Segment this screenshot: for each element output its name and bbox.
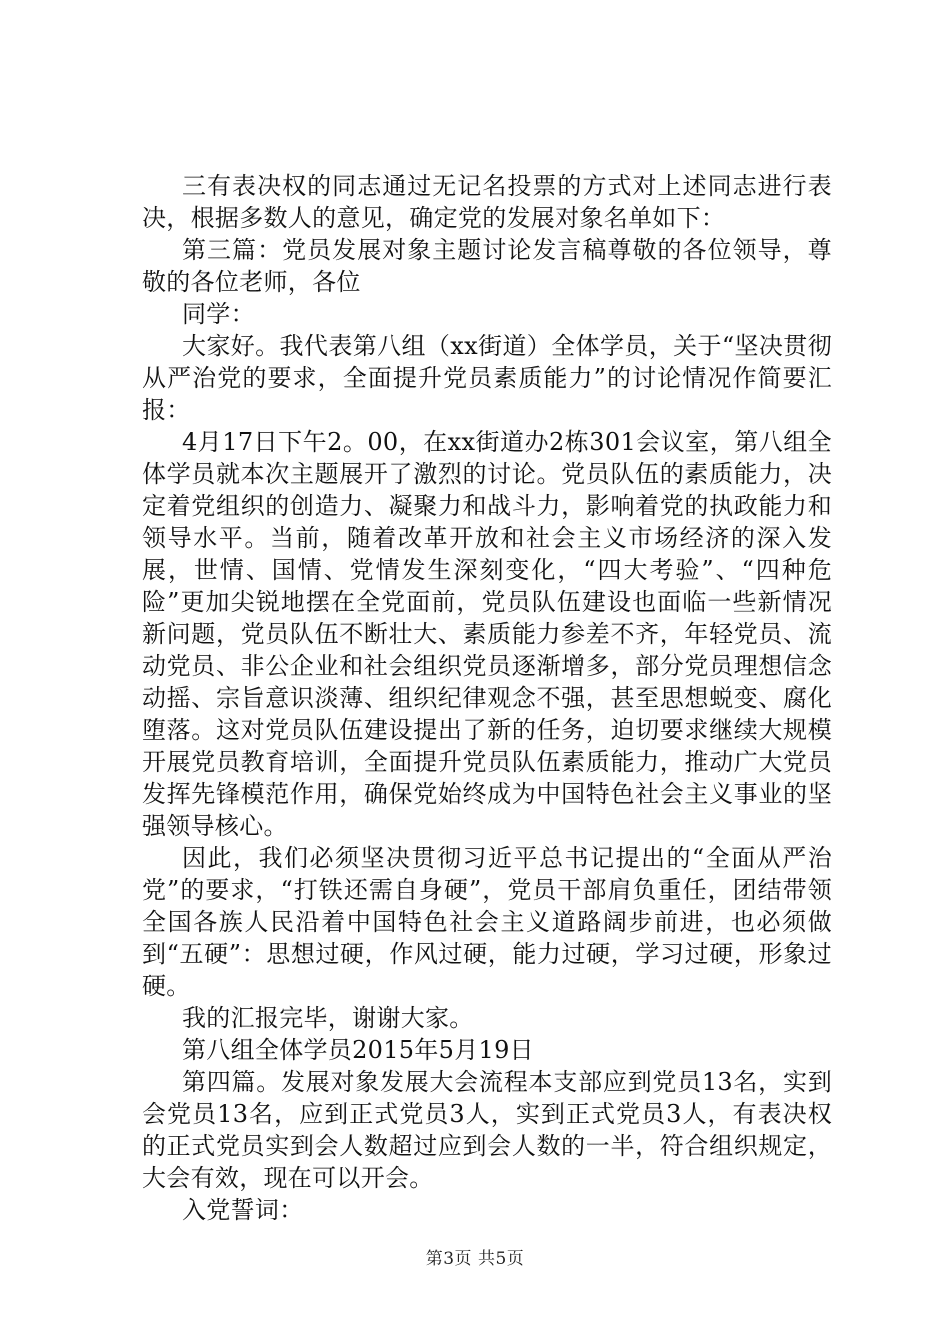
paragraph-voting: 三有表决权的同志通过无记名投票的方式对上述同志进行表决，根据多数人的意见，确定党的发展对象名单如下： [142, 172, 832, 232]
document-body [142, 170, 832, 1226]
paragraph-oath-heading: 入党誓词： [182, 1196, 304, 1224]
paragraph-signature: 第八组全体学员2015年5月19日 [182, 1036, 534, 1064]
paragraph-part-four: 第四篇。发展对象发展大会流程本支部应到党员13名，实到会党员13名，应到正式党员3人，实到正式党员3人，有表决权的正式党员实到会人数超过应到会人数的一半，符合组织规定，大会有效，现在可以开会。 [142, 1068, 832, 1192]
page-number-footer: 第3页 共5页 [425, 1249, 525, 1269]
paragraph-greeting: 大家好。我代表第八组（xx街道）全体学员，关于“坚决贯彻从严治党的要求，全面提升党员素质能力”的讨论情况作简要汇报： [142, 332, 832, 424]
paragraph-closing: 我的汇报完毕，谢谢大家。 [182, 1004, 474, 1032]
paragraph-part-three-title: 第三篇：党员发展对象主题讨论发言稿尊敬的各位领导，尊敬的各位老师，各位 [142, 236, 832, 296]
paragraph-conclusion: 因此，我们必须坚决贯彻习近平总书记提出的“全面从严治党”的要求，“打铁还需自身硬”，党员干部肩负重任，团结带领全国各族人民沿着中国特色社会主义道路阔步前进，也必须做到“五硬”：思想过硬，作风过硬，能力过硬，学习过硬，形象过硬。 [142, 844, 832, 1000]
paragraph-discussion: 4月17日下午2。00，在xx街道办2栋301会议室，第八组全体学员就本次主题展开了激烈的讨论。党员队伍的素质能力，决定着党组织的创造力、凝聚力和战斗力，影响着党的执政能力和领导水平。当前，随着改革开放和社会主义市场经济的深入发展，世情、国情、党情发生深刻变化，“四大考验”、“四种危险”更加尖锐地摆在全党面前，党员队伍建设也面临一些新情况新问题，党员队伍不断壮大、素质能力参差不齐，年轻党员、流动党员、非公企业和社会组织党员逐渐增多，部分党员理想信念动摇、宗旨意识淡薄、组织纪律观念不强，甚至思想蜕变、腐化堕落。这对党员队伍建设提出了新的任务，迫切要求继续大规模开展党员教育培训，全面提升党员队伍素质能力，推动广大党员发挥先锋模范作用，确保党始终成为中国特色社会主义事业的坚强领导核心。 [142, 428, 832, 840]
paragraph-salutation: 同学： [182, 300, 255, 328]
